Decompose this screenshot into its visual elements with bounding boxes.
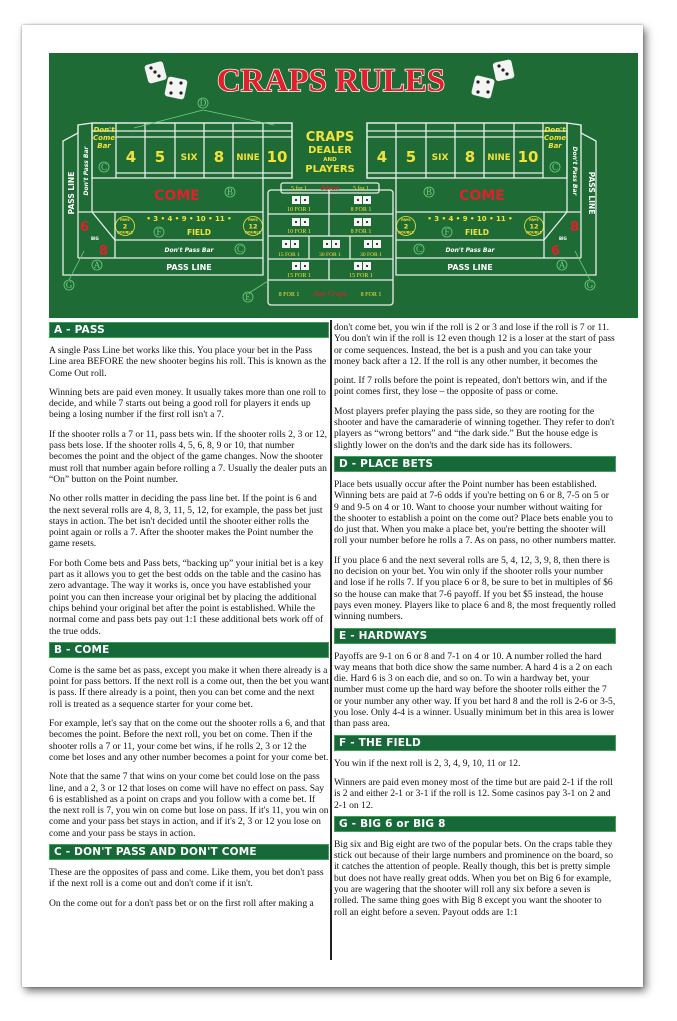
paragraph: Place bets usually occur after the Point number has been established. Winning bets are paid at 7-6 odds if you're betting on 6 or 8, 7-5 on 5 or 9 and 9-5 on 4 or 10. Want to choose your number without waiting for the shooter to establish a point on the come out? Place bets enable you to do just that. When you make a place bet, you're betting the shooter will roll your number before he rolls a 7. As on pass, no other numbers matter.: [334, 478, 616, 547]
field-numbers: • 3 • 4 • 9 • 10 • 11 •: [146, 215, 232, 223]
three-bet: 15 FOR 1: [278, 252, 300, 258]
dont-come-bar-label: Don't: [544, 126, 566, 134]
pass-line-side: PASS LINE: [67, 171, 76, 215]
center-label: CRAPS: [305, 130, 355, 145]
any-craps-payout: 8 FOR 1: [360, 292, 382, 298]
big-label: BIG: [91, 236, 99, 241]
paragraph: These are the opposites of pass and come. Like them, you bet don't pass if the next roll is a come out and don't come if it isn't.: [49, 866, 324, 890]
dont-pass-bar-side: Don't Pass Bar: [571, 146, 578, 196]
die-pip: [366, 221, 368, 223]
any-craps-bet: Any Craps: [313, 289, 347, 298]
section-heading-field: F - THE FIELD: [334, 735, 616, 751]
die-pip: [367, 243, 369, 245]
big-8: 8: [99, 244, 109, 259]
center-label: PLAYERS: [305, 164, 355, 175]
pays-label: PAYS: [248, 218, 258, 222]
die-pip: [295, 265, 297, 267]
die-pip: [304, 199, 306, 201]
dont-pass-bar-side: Don't Pass Bar: [83, 146, 90, 196]
dont-pass-bar-area: Don't Pass Bar: [445, 247, 495, 254]
die-pip: [295, 199, 297, 201]
hard-4-bet: 8 FOR 1: [350, 207, 372, 213]
die-pip: [285, 243, 287, 245]
paragraph: On the come out for a don't pass bet or on the first roll after making a: [49, 897, 314, 909]
place-nine: NINE: [236, 153, 260, 163]
eleven-bet-left: 15 FOR 1: [287, 273, 311, 279]
double-label: DOUBLE: [525, 230, 543, 235]
double-label: DOUBLE: [116, 230, 134, 235]
dont-come-bar-label: Come: [544, 134, 566, 142]
place-4: 4: [376, 148, 388, 166]
section-heading-place-bets: D - PLACE BETS: [334, 456, 616, 472]
dont-pass-bar-area: Don't Pass Bar: [164, 247, 214, 254]
pays-label: PAYS: [401, 218, 411, 222]
place-six: SIX: [431, 153, 449, 163]
paragraph: Most players prefer playing the pass side, so they are rooting for the shooter and have the camaraderie of winning together. They refer to don't players as “wrong bettors” and “the dark side.” But the house edge is slightly lower on the don'ts and the dark side has its followers.: [334, 405, 615, 451]
paragraph: Winning bets are paid even money. It usually takes more than one roll to decide, and while 7 starts out being a good roll for players it ends up being a losing number if the first roll isn't a 7.: [49, 386, 326, 421]
pays-label: PAYS: [120, 218, 130, 222]
section-heading-dont-pass: C - DON'T PASS AND DON'T COME: [49, 844, 329, 860]
paragraph: Note that the same 7 that wins on your come bet could lose on the pass line, and a 2, 3 or 12 that loses on come will have no effect on pass. Say 6 is established as a point on craps and you follow with a come bet. If the next roll is 7, you win on come but lose on pass. If it's 11, you win on come and your pass bet stays in action, and if it's 2, 3 or 12 you lose on come and your pass be stays in action.: [49, 771, 329, 839]
die-pip: [366, 199, 368, 201]
pays-label: PAYS: [529, 218, 539, 222]
page-title: CRAPS RULES: [216, 63, 446, 99]
die-pip: [295, 221, 297, 223]
dont-come-bar-label: Bar: [97, 142, 111, 150]
twelve-bet: 30 FOR 1: [360, 252, 382, 258]
center-dealer-label: [305, 130, 354, 175]
place-8: 8: [213, 148, 225, 166]
pays-number: 2: [122, 222, 128, 231]
center-label: AND: [323, 157, 337, 163]
paragraph: No other rolls matter in deciding the pass line bet. If the point is 6 and the next several rolls are 4, 8, 3, 11, 5, 12, for example, the pass bet just stays in action. The bet isn't decided until the shooter either rolls the point again or rolls a 7. After the shooter makes the Point number the game resets.: [49, 493, 323, 550]
paragraph: If you place 6 and the next several rolls are 5, 4, 12, 3, 9, 8, then there is no decision on your bet. You win only if the shooter rolls your number and lose if he rolls 7. If you place 6 or 8, be sure to bet in multiples of $6 so the house can make that 7-6 payoff. If you bet $5 instead, the house pays even money. Players like to place 6 and 8, the most frequently rolled winning numbers.: [334, 554, 616, 623]
come-area: COME: [459, 188, 505, 204]
place-six: SIX: [180, 153, 198, 163]
dont-come-bar-label: Don't: [93, 126, 115, 134]
die-pip: [357, 199, 359, 201]
marker-a: A: [93, 260, 101, 270]
paragraph: For both Come bets and Pass bets, “backing up” your initial bet is a key part as it allows you to get the best odds on the table and the casino has zero advantage. The way it works is, once you have established your point you can then increase your original bet by placing the additional chips behind your original bet after the point is established. While the normal come and pass bets pay out 1:1 these additional bets work off of the true odds.: [49, 557, 324, 637]
big-label: BIG: [559, 236, 567, 241]
section-heading-hardways: E - HARDWAYS: [334, 628, 616, 644]
double-label: DOUBLE: [244, 230, 262, 235]
marker-b: B: [425, 187, 433, 197]
hard-8-bet: 10 FOR 1: [287, 229, 311, 235]
marker-g: G: [586, 280, 594, 290]
die-pip: [335, 243, 337, 245]
die-pip: [357, 221, 359, 223]
paragraph: If the shooter rolls a 7 or 11, pass bets win. If the shooter rolls 2, 3 or 12, pass bets lose. If the shooter rolls 4, 5, 6, 8, 9 or 10, that number becomes the point and the object of the game changes. Now the shooter must roll that number again before rolling a 7. Usually the dealer puts an “On” button on the Point number.: [49, 428, 328, 485]
paragraph: You win if the next roll is 2, 3, 4, 9, 10, 11 or 12.: [334, 757, 521, 769]
place-5: 5: [154, 148, 166, 166]
field-area: FIELD: [464, 228, 490, 237]
dice-icon-left: [144, 61, 188, 100]
paragraph: Big six and Big eight are two of the popular bets. On the craps table they stick out because of their large numbers and prominence on the board, so it catches the attention of people. Really though, this bet is pretty simple but does not have really great odds. When you bet on Big 6 for example, you are wagering that the shooter will roll any six before a seven is rolled. The same thing goes with Big 8 except you want the shooter to roll an eight before a seven. Payout odds are 1:1: [334, 838, 613, 918]
marker-f: F: [444, 227, 450, 237]
paragraph: Payoffs are 9-1 on 6 or 8 and 7-1 on 4 or 10. A number rolled the hard way means that both dice show the same number. A hard 4 is a 2 on each die. Hard 6 is 3 on each die, and so on. To win a hardway bet, your number must come up the hard way before the shooter rolls either the 7 or your number any other way. If you bet hard 8 and the roll is 2-6 or 3-5, you lose. Only 4-4 is a winner. Usually minimum bet in this area is lower than pass area.: [334, 650, 616, 730]
center-label: DEALER: [308, 145, 352, 156]
seven-payout: 5 for 1: [353, 186, 369, 192]
paragraph: point. If 7 rolls before the point is repeated, don't bettors win, and if the point comes first, they lose – the opposite of pass or come.: [334, 375, 607, 398]
come-area: COME: [154, 188, 200, 204]
place-10: 10: [517, 148, 539, 166]
marker-g: G: [65, 280, 73, 290]
marker-c: C: [236, 244, 244, 254]
field-numbers: • 3 • 4 • 9 • 10 • 11 •: [427, 215, 513, 223]
paragraph: Winners are paid even money most of the time but are paid 2-1 if the roll is 2 and either 2-1 or 3-1 if the roll is 12. Some casinos pay 3-1 on 2 and 2-1 on 12.: [334, 776, 613, 811]
big-6: 6: [80, 220, 90, 235]
pass-line-area: PASS LINE: [447, 263, 493, 272]
proposition-bets-box: [268, 183, 393, 305]
field-area: FIELD: [186, 228, 212, 237]
left-column: [49, 322, 329, 982]
section-heading-pass: A - PASS: [49, 322, 329, 338]
big-8: 8: [570, 220, 580, 235]
die-pip: [357, 265, 359, 267]
double-label: DOUBLE: [397, 230, 415, 235]
section-heading-come: B - COME: [49, 642, 329, 658]
marker-d: D: [199, 98, 207, 108]
pass-line-area: PASS LINE: [166, 263, 212, 272]
dont-come-bar-label: Come: [93, 134, 115, 142]
dice-icon-right: [471, 59, 515, 99]
die-pip: [326, 243, 328, 245]
eleven-bet-right: 15 FOR 1: [349, 273, 373, 279]
any-seven-bet: Seven: [320, 183, 340, 192]
pays-number: 2: [403, 222, 409, 231]
hard-10-bet: 10 FOR 1: [287, 207, 311, 213]
dont-come-bar-label: Bar: [548, 142, 562, 150]
seven-payout: 5 for 1: [291, 186, 307, 192]
big-6: 6: [551, 244, 561, 259]
place-8: 8: [464, 148, 476, 166]
marker-a: A: [558, 260, 566, 270]
marker-c: C: [551, 162, 559, 172]
paragraph: For example, let's say that on the come out the shooter rolls a 6, and that becomes the point. Before the next roll, you bet on come. Then if the shooter rolls a 7 or 11, your come bet wins, if he rolls 2, 3 or 12 the come bet loses and any other number becomes a point for your come bet.: [49, 718, 329, 763]
marker-c: C: [100, 162, 108, 172]
die-pip: [376, 243, 378, 245]
hard-6-bet: 8 FOR 1: [350, 229, 372, 235]
right-table-labels: [377, 126, 596, 272]
craps-table-diagram: [49, 53, 638, 318]
place-4: 4: [125, 148, 137, 166]
die-pip: [294, 243, 296, 245]
marker-f: F: [156, 227, 162, 237]
paragraph: Come is the same bet as pass, except you make it when there already is a point for pass bettors. If the next roll is a come out, then the bet you want is pass. If there already is a point, then you can bet come and the next roll is treated as a sequence starter for your come bet.: [49, 664, 329, 710]
section-heading-big-6-8: G - BIG 6 or BIG 8: [334, 816, 616, 832]
place-5: 5: [405, 148, 417, 166]
die-pip: [366, 265, 368, 267]
paragraph: don't come bet, you win if the roll is 2 or 3 and lose if the roll is 7 or 11. You don't win if the roll is 12 even though 12 is a loser at the start of pass or come sequences. Instead, the bet is a push and you can take your money back after a 12. If the roll is any other number, it becomes the: [334, 322, 615, 367]
place-10: 10: [266, 148, 288, 166]
right-column: [334, 322, 616, 982]
pays-number: 12: [248, 222, 258, 231]
two-bet: 30 FOR 1: [319, 252, 341, 258]
marker-c: C: [415, 244, 423, 254]
any-craps-payout: 8 FOR 1: [278, 292, 300, 298]
place-nine: NINE: [487, 153, 511, 163]
pays-number: 12: [529, 222, 539, 231]
die-pip: [304, 221, 306, 223]
die-pip: [304, 265, 306, 267]
paragraph: A single Pass Line bet works like this. You place your bet in the Pass Line area BEFORE the new shooter begins his roll. This is known as the Come Out roll.: [49, 345, 327, 379]
craps-table-banner: [49, 53, 638, 318]
left-table-labels: [67, 126, 287, 272]
marker-e: E: [245, 292, 251, 302]
marker-b: B: [226, 187, 234, 197]
pass-line-side: PASS LINE: [587, 171, 596, 215]
column-divider: [330, 320, 332, 960]
